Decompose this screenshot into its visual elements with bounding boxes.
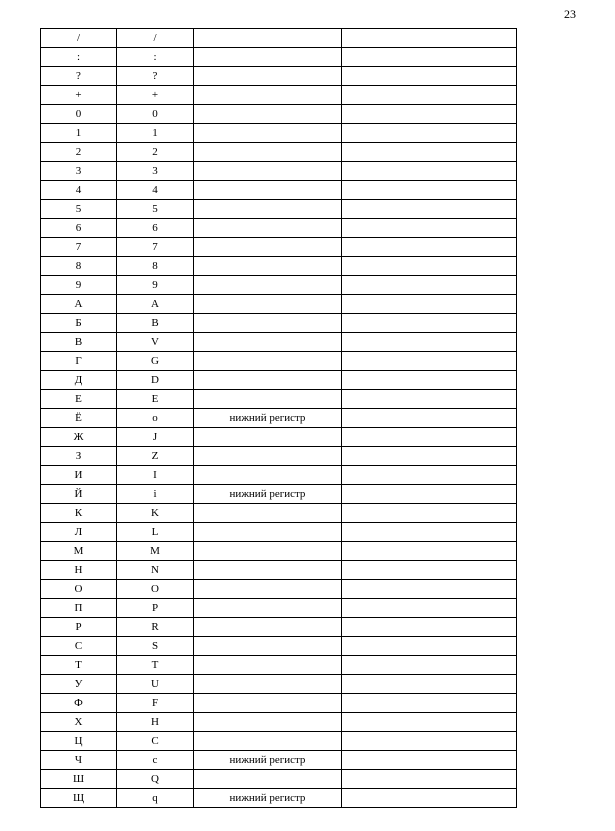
target-char-cell: q — [117, 789, 194, 808]
note-cell — [194, 86, 342, 105]
target-char-cell: V — [117, 333, 194, 352]
note-cell: нижний регистр — [194, 409, 342, 428]
note-cell: нижний регистр — [194, 485, 342, 504]
extra-cell — [342, 333, 517, 352]
target-char-cell: U — [117, 675, 194, 694]
source-char-cell: Р — [41, 618, 117, 637]
extra-cell — [342, 314, 517, 333]
extra-cell — [342, 200, 517, 219]
table-row — [41, 656, 517, 675]
note-cell — [194, 694, 342, 713]
source-char-cell: И — [41, 466, 117, 485]
source-char-cell: Щ — [41, 789, 117, 808]
target-char-cell: G — [117, 352, 194, 371]
target-char-cell: F — [117, 694, 194, 713]
source-char-cell: 5 — [41, 200, 117, 219]
source-char-cell: 7 — [41, 238, 117, 257]
source-char-cell: Б — [41, 314, 117, 333]
note-cell — [194, 257, 342, 276]
note-cell — [194, 162, 342, 181]
source-char-cell: Ф — [41, 694, 117, 713]
table-row — [41, 561, 517, 580]
target-char-cell: L — [117, 523, 194, 542]
note-cell — [194, 48, 342, 67]
target-char-cell: 0 — [117, 105, 194, 124]
table-row — [41, 485, 517, 504]
target-char-cell: K — [117, 504, 194, 523]
source-char-cell: ? — [41, 67, 117, 86]
note-cell — [194, 124, 342, 143]
table-row — [41, 105, 517, 124]
extra-cell — [342, 86, 517, 105]
note-cell — [194, 732, 342, 751]
table-row — [41, 181, 517, 200]
target-char-cell: M — [117, 542, 194, 561]
extra-cell — [342, 219, 517, 238]
target-char-cell: H — [117, 713, 194, 732]
table-row — [41, 371, 517, 390]
note-cell — [194, 390, 342, 409]
table-row — [41, 29, 517, 48]
table-row — [41, 542, 517, 561]
target-char-cell: T — [117, 656, 194, 675]
table-row — [41, 713, 517, 732]
source-char-cell: Е — [41, 390, 117, 409]
target-char-cell: B — [117, 314, 194, 333]
table-row — [41, 86, 517, 105]
target-char-cell: 9 — [117, 276, 194, 295]
extra-cell — [342, 124, 517, 143]
target-char-cell: R — [117, 618, 194, 637]
note-cell — [194, 713, 342, 732]
table-row — [41, 409, 517, 428]
extra-cell — [342, 504, 517, 523]
source-char-cell: 9 — [41, 276, 117, 295]
extra-cell — [342, 48, 517, 67]
extra-cell — [342, 789, 517, 808]
extra-cell — [342, 618, 517, 637]
extra-cell — [342, 637, 517, 656]
extra-cell — [342, 428, 517, 447]
table-row — [41, 276, 517, 295]
extra-cell — [342, 656, 517, 675]
extra-cell — [342, 105, 517, 124]
extra-cell — [342, 580, 517, 599]
extra-cell — [342, 143, 517, 162]
extra-cell — [342, 713, 517, 732]
source-char-cell: + — [41, 86, 117, 105]
note-cell: нижний регистр — [194, 789, 342, 808]
character-mapping-table — [40, 28, 517, 808]
extra-cell — [342, 770, 517, 789]
note-cell — [194, 618, 342, 637]
table-row — [41, 295, 517, 314]
source-char-cell: / — [41, 29, 117, 48]
note-cell — [194, 200, 342, 219]
source-char-cell: Ж — [41, 428, 117, 447]
page-number: 23 — [564, 7, 576, 21]
source-char-cell: Л — [41, 523, 117, 542]
table-row — [41, 257, 517, 276]
note-cell — [194, 238, 342, 257]
table-row — [41, 580, 517, 599]
table-row — [41, 390, 517, 409]
source-char-cell: К — [41, 504, 117, 523]
note-cell — [194, 181, 342, 200]
source-char-cell: 0 — [41, 105, 117, 124]
note-cell — [194, 352, 342, 371]
source-char-cell: Й — [41, 485, 117, 504]
note-cell — [194, 770, 342, 789]
table-row — [41, 675, 517, 694]
extra-cell — [342, 390, 517, 409]
source-char-cell: В — [41, 333, 117, 352]
table-row — [41, 67, 517, 86]
target-char-cell: Z — [117, 447, 194, 466]
note-cell — [194, 428, 342, 447]
target-char-cell: 8 — [117, 257, 194, 276]
note-cell — [194, 219, 342, 238]
source-char-cell: С — [41, 637, 117, 656]
extra-cell — [342, 276, 517, 295]
note-cell — [194, 371, 342, 390]
extra-cell — [342, 295, 517, 314]
source-char-cell: Д — [41, 371, 117, 390]
source-char-cell: Ч — [41, 751, 117, 770]
note-cell — [194, 276, 342, 295]
table-row — [41, 618, 517, 637]
source-char-cell: Т — [41, 656, 117, 675]
target-char-cell: C — [117, 732, 194, 751]
target-char-cell: E — [117, 390, 194, 409]
note-cell — [194, 580, 342, 599]
extra-cell — [342, 257, 517, 276]
source-char-cell: 2 — [41, 143, 117, 162]
source-char-cell: 6 — [41, 219, 117, 238]
note-cell — [194, 504, 342, 523]
target-char-cell: / — [117, 29, 194, 48]
table-row — [41, 770, 517, 789]
table-row — [41, 447, 517, 466]
note-cell — [194, 314, 342, 333]
source-char-cell: У — [41, 675, 117, 694]
table-row — [41, 48, 517, 67]
target-char-cell: : — [117, 48, 194, 67]
target-char-cell: I — [117, 466, 194, 485]
extra-cell — [342, 409, 517, 428]
target-char-cell: + — [117, 86, 194, 105]
extra-cell — [342, 542, 517, 561]
table-row — [41, 124, 517, 143]
extra-cell — [342, 162, 517, 181]
target-char-cell: O — [117, 580, 194, 599]
extra-cell — [342, 675, 517, 694]
extra-cell — [342, 485, 517, 504]
note-cell — [194, 675, 342, 694]
table-row — [41, 352, 517, 371]
target-char-cell: S — [117, 637, 194, 656]
source-char-cell: Х — [41, 713, 117, 732]
extra-cell — [342, 181, 517, 200]
source-char-cell: 1 — [41, 124, 117, 143]
target-char-cell: N — [117, 561, 194, 580]
table-body — [41, 29, 517, 808]
note-cell — [194, 542, 342, 561]
table-row — [41, 143, 517, 162]
target-char-cell: D — [117, 371, 194, 390]
source-char-cell: А — [41, 295, 117, 314]
table-row — [41, 333, 517, 352]
table-row — [41, 504, 517, 523]
target-char-cell: 5 — [117, 200, 194, 219]
extra-cell — [342, 371, 517, 390]
source-char-cell: П — [41, 599, 117, 618]
note-cell — [194, 656, 342, 675]
table-row — [41, 219, 517, 238]
note-cell — [194, 295, 342, 314]
note-cell — [194, 105, 342, 124]
table-row — [41, 428, 517, 447]
target-char-cell: A — [117, 295, 194, 314]
source-char-cell: М — [41, 542, 117, 561]
target-char-cell: Q — [117, 770, 194, 789]
target-char-cell: 3 — [117, 162, 194, 181]
extra-cell — [342, 447, 517, 466]
extra-cell — [342, 694, 517, 713]
source-char-cell: Ш — [41, 770, 117, 789]
table-row — [41, 599, 517, 618]
target-char-cell: 1 — [117, 124, 194, 143]
extra-cell — [342, 523, 517, 542]
note-cell — [194, 29, 342, 48]
extra-cell — [342, 466, 517, 485]
extra-cell — [342, 599, 517, 618]
source-char-cell: Ё — [41, 409, 117, 428]
target-char-cell: i — [117, 485, 194, 504]
target-char-cell: 7 — [117, 238, 194, 257]
extra-cell — [342, 29, 517, 48]
note-cell — [194, 561, 342, 580]
note-cell — [194, 333, 342, 352]
table-row — [41, 732, 517, 751]
target-char-cell: c — [117, 751, 194, 770]
table-row — [41, 200, 517, 219]
source-char-cell: О — [41, 580, 117, 599]
source-char-cell: 4 — [41, 181, 117, 200]
table-row — [41, 751, 517, 770]
source-char-cell: Г — [41, 352, 117, 371]
source-char-cell: 8 — [41, 257, 117, 276]
source-char-cell: 3 — [41, 162, 117, 181]
extra-cell — [342, 352, 517, 371]
target-char-cell: J — [117, 428, 194, 447]
table-row — [41, 694, 517, 713]
extra-cell — [342, 67, 517, 86]
target-char-cell: P — [117, 599, 194, 618]
extra-cell — [342, 732, 517, 751]
extra-cell — [342, 751, 517, 770]
target-char-cell: ? — [117, 67, 194, 86]
table-row — [41, 238, 517, 257]
note-cell — [194, 637, 342, 656]
note-cell — [194, 523, 342, 542]
note-cell — [194, 447, 342, 466]
source-char-cell: : — [41, 48, 117, 67]
table-row — [41, 314, 517, 333]
extra-cell — [342, 561, 517, 580]
extra-cell — [342, 238, 517, 257]
table-row — [41, 523, 517, 542]
note-cell — [194, 599, 342, 618]
table-row — [41, 162, 517, 181]
source-char-cell: З — [41, 447, 117, 466]
note-cell — [194, 466, 342, 485]
table-row — [41, 789, 517, 808]
target-char-cell: 4 — [117, 181, 194, 200]
table-row — [41, 466, 517, 485]
note-cell — [194, 143, 342, 162]
source-char-cell: Ц — [41, 732, 117, 751]
target-char-cell: 2 — [117, 143, 194, 162]
table-row — [41, 637, 517, 656]
note-cell — [194, 67, 342, 86]
source-char-cell: Н — [41, 561, 117, 580]
target-char-cell: 6 — [117, 219, 194, 238]
note-cell: нижний регистр — [194, 751, 342, 770]
target-char-cell: o — [117, 409, 194, 428]
